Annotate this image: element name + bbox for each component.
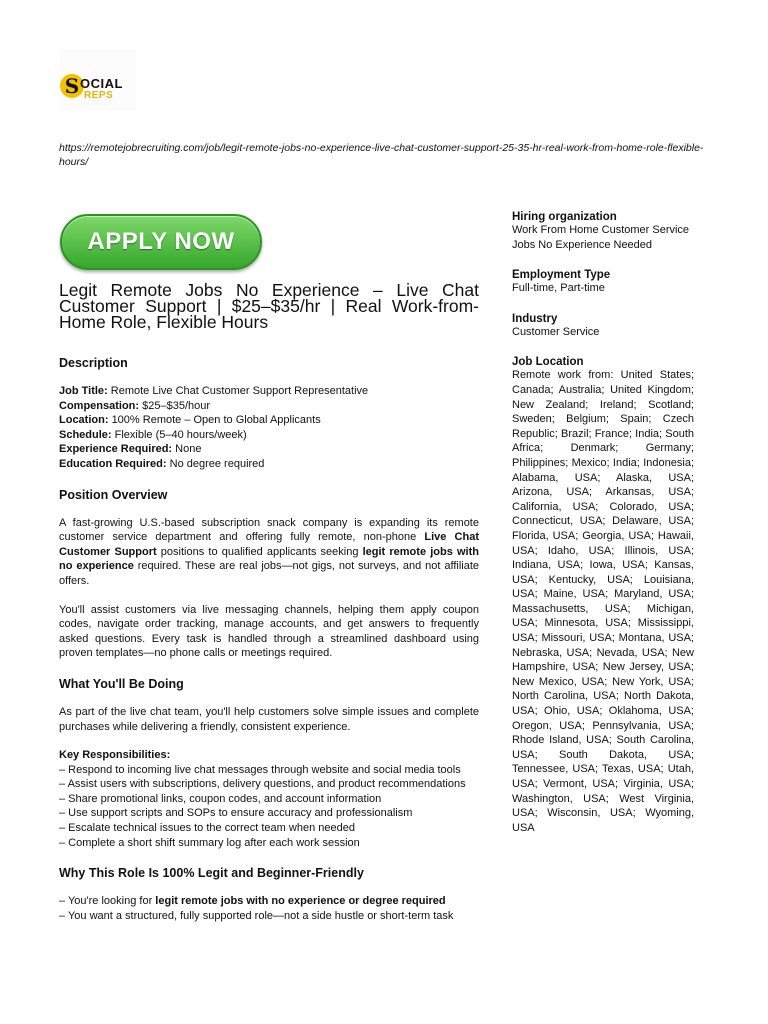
- employment-type-value: Full-time, Part-time: [512, 282, 605, 295]
- field-schedule: Schedule: Flexible (5–40 hours/week): [59, 428, 247, 441]
- field-education: Education Required: No degree required: [59, 457, 265, 470]
- field-experience: Experience Required: None: [59, 443, 202, 456]
- legit-heading: Why This Role Is 100% Legit and Beginner-Friendly: [59, 866, 364, 881]
- hiring-org-value: Work From Home Customer Service Jobs No Experience Needed: [512, 224, 690, 251]
- overview-paragraph-2: You'll assist customers via live messaging channels, helping them apply coupon codes, navigate order tracking, manage accounts, and get answers to frequently asked questions. Every task is handled through a streamlined dashboard using proven templates—no phone calls or meetings required.: [59, 603, 479, 660]
- legit-line-1: – You're looking for legit remote jobs with no experience or degree required: [59, 895, 446, 908]
- list-item: – Respond to incoming live chat messages through website and social media tools: [59, 763, 461, 776]
- responsibilities-heading: Key Responsibilities:: [59, 749, 171, 762]
- job-location-value: Remote work from: United States; Canada; Australia; United Kingdom; New Zealand; Ireland; Scotland; Sweden; Belgium; Spain; Czech Republic; Brazil; France; India; South Africa; Denmark; Germany; Philippines; Mexico; India; Indonesia; Alabama, USA; Alaska, USA; Arizona, USA; Arkansas, USA; California, USA; Colorado, USA; Connecticut, USA; Delaware, USA; Florida, USA; Georgia, USA; Hawaii, USA; Idaho, USA; Illinois, USA; Indiana, USA; Iowa, USA; Kansas, USA; Kentucky, USA; Louisiana, USA; Maine, USA; Maryland, USA; Massachusetts, USA; Michigan, USA; Minnesota, USA; Mississippi, USA; Missouri, USA; Montana, USA; Nebraska, USA; Nevada, USA; New Hampshire, USA; New Jersey, USA; New Mexico, USA; New York, USA; North Carolina, USA; North Dakota, USA; Ohio, USA; Oklahoma, USA; Oregon, USA; Pennsylvania, USA; Rhode Island, USA; South Carolina, USA; South Dakota, USA; Tennessee, USA; Texas, USA; Utah, USA; Vermont, USA; Virginia, USA; Washington, USA; West Virginia, USA; Wisconsin, USA; Wyoming, USA: [512, 369, 694, 834]
- field-location: Location: 100% Remote – Open to Global Applicants: [59, 414, 321, 427]
- list-item: – Assist users with subscriptions, delivery questions, and product recommendations: [59, 778, 466, 791]
- main-content: [59, 282, 479, 923]
- job-sidebar: [512, 211, 694, 835]
- list-item: – Escalate technical issues to the correct team when needed: [59, 822, 355, 835]
- doing-paragraph: As part of the live chat team, you'll help customers solve simple issues and complete purchases while delivering a friendly, consistent experience.: [59, 705, 479, 733]
- field-compensation: Compensation: $25–$35/hour: [59, 399, 211, 412]
- logo-word-social: OCIAL: [80, 76, 123, 91]
- overview-paragraph-1: A fast-growing U.S.-based subscription snack company is expanding its remote customer service department and offering fully remote, non-phone Live Chat Customer Support positions to qualified applicants seeking legit remote jobs with no experience required. These are real jobs—not gigs, not surveys, and not affiliate offers.: [59, 516, 479, 587]
- industry-heading: Industry: [512, 312, 558, 325]
- hiring-org-heading: Hiring organization: [512, 211, 617, 223]
- description-fields: [59, 384, 479, 472]
- overview-heading: Position Overview: [59, 487, 168, 502]
- list-item: – Share promotional links, coupon codes, and account information: [59, 792, 382, 805]
- logo-word-reps: REPS: [84, 90, 114, 101]
- job-title: Legit Remote Jobs No Experience – Live Chat Customer Support | $25–$35/hr | Real Work-from-Home Role, Flexible Hours: [59, 280, 479, 332]
- job-location-heading: Job Location: [512, 356, 584, 369]
- list-item: – Complete a short shift summary log after each work session: [59, 836, 360, 849]
- list-item: – Use support scripts and SOPs to ensure accuracy and professionalism: [59, 807, 413, 820]
- source-url[interactable]: https://remotejobrecruiting.com/job/legit-remote-jobs-no-experience-live-chat-customer-support-25-35-hr-real-work-from-home-role-flexible-hours/: [59, 142, 704, 168]
- apply-now-button[interactable]: APPLY NOW: [60, 214, 262, 270]
- industry-value: Customer Service: [512, 325, 600, 338]
- employment-type-heading: Employment Type: [512, 269, 611, 282]
- legit-line-2: – You want a structured, fully supported role—not a side hustle or short-term task: [59, 909, 454, 922]
- social-reps-logo: [60, 50, 136, 110]
- doing-heading: What You'll Be Doing: [59, 676, 184, 691]
- responsibilities-list: [59, 763, 479, 851]
- description-heading: Description: [59, 356, 128, 370]
- logo-mark: S: [60, 74, 84, 98]
- field-job-title: Job Title: Remote Live Chat Customer Support Representative: [59, 385, 369, 397]
